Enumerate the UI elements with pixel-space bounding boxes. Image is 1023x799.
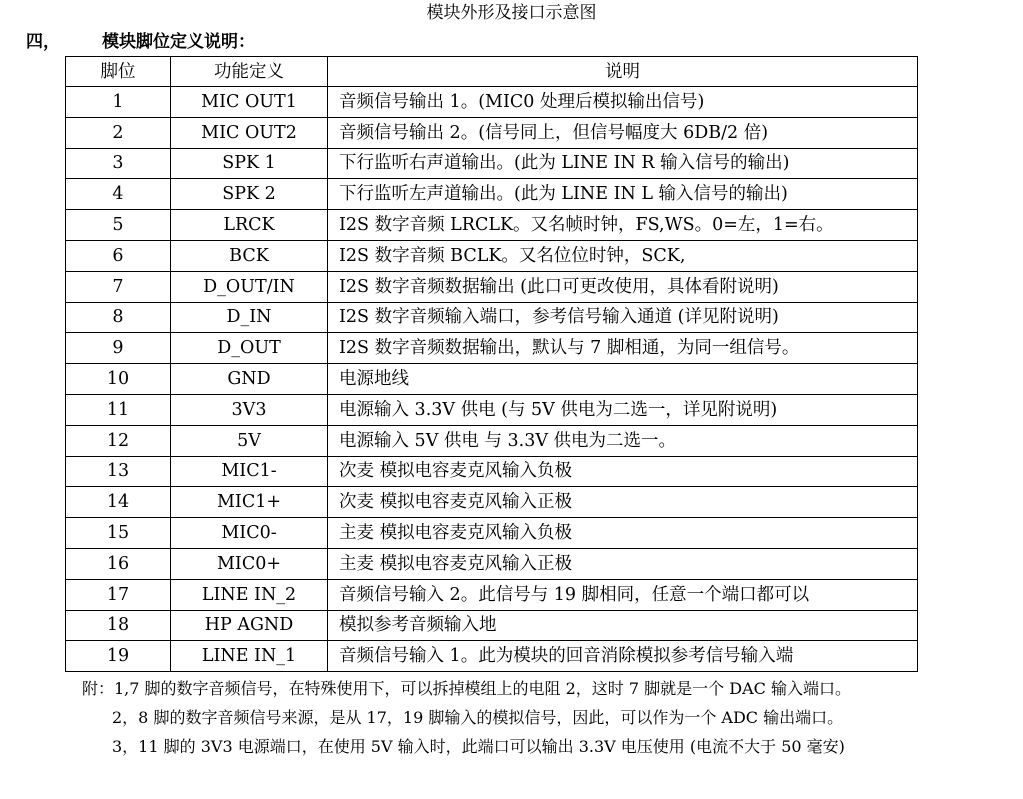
description-cell: 电源输入 5V 供电 与 3.3V 供电为二选一。 [328, 425, 918, 456]
table-row [66, 641, 918, 672]
pin-cell: 6 [66, 240, 171, 271]
function-cell: LINE IN_1 [171, 641, 328, 672]
pin-cell: 3 [66, 148, 171, 179]
function-cell: 3V3 [171, 394, 328, 425]
pin-cell: 17 [66, 579, 171, 610]
table-row [66, 148, 918, 179]
table-row [66, 179, 918, 210]
function-cell: 5V [171, 425, 328, 456]
table-row [66, 333, 918, 364]
table-body [66, 87, 918, 672]
function-cell: LRCK [171, 210, 328, 241]
pin-cell: 15 [66, 518, 171, 549]
table-row [66, 579, 918, 610]
function-cell: SPK 2 [171, 179, 328, 210]
pin-cell: 19 [66, 641, 171, 672]
description-cell: 模拟参考音频输入地 [328, 610, 918, 641]
note-3: 3，11 脚的 3V3 电源端口，在使用 5V 输入时，此端口可以输出 3.3V 电压使用 (电流不大于 50 毫安) [112, 737, 845, 756]
pin-cell: 10 [66, 364, 171, 395]
pin-cell: 8 [66, 302, 171, 333]
figure-caption: 模块外形及接口示意图 [426, 3, 597, 23]
description-cell: 主麦 模拟电容麦克风输入负极 [328, 518, 918, 549]
function-cell: SPK 1 [171, 148, 328, 179]
function-cell: MIC1+ [171, 487, 328, 518]
description-cell: I2S 数字音频 BCLK。又名位位时钟，SCK, [328, 240, 918, 271]
function-cell: MIC1- [171, 456, 328, 487]
table-row [66, 394, 918, 425]
function-cell: MIC0+ [171, 548, 328, 579]
header-pin: 脚位 [66, 57, 171, 87]
pin-cell: 9 [66, 333, 171, 364]
function-cell: HP AGND [171, 610, 328, 641]
function-cell: MIC OUT1 [171, 87, 328, 118]
section-number: 四， [26, 32, 60, 52]
header-description: 说明 [328, 57, 918, 87]
table-row [66, 425, 918, 456]
function-cell: D_OUT [171, 333, 328, 364]
description-cell: 电源输入 3.3V 供电 (与 5V 供电为二选一，详见附说明) [328, 394, 918, 425]
function-cell: D_OUT/IN [171, 271, 328, 302]
table-row [66, 87, 918, 118]
note-1: 附：1,7 脚的数字音频信号，在特殊使用下，可以拆掉模组上的电阻 2，这时 7 脚就是一个 DAC 输入端口。 [82, 679, 851, 698]
description-cell: 下行监听左声道输出。(此为 LINE IN L 输入信号的输出) [328, 179, 918, 210]
pin-cell: 5 [66, 210, 171, 241]
notes [82, 674, 851, 761]
description-cell: 主麦 模拟电容麦克风输入正极 [328, 548, 918, 579]
function-cell: LINE IN_2 [171, 579, 328, 610]
function-cell: GND [171, 364, 328, 395]
description-cell: 次麦 模拟电容麦克风输入正极 [328, 487, 918, 518]
function-cell: MIC0- [171, 518, 328, 549]
function-cell: MIC OUT2 [171, 117, 328, 148]
pin-cell: 11 [66, 394, 171, 425]
description-cell: 电源地线 [328, 364, 918, 395]
pin-cell: 18 [66, 610, 171, 641]
pin-cell: 16 [66, 548, 171, 579]
description-cell: 音频信号输出 1。(MIC0 处理后模拟输出信号) [328, 87, 918, 118]
pin-definition-table [65, 56, 918, 672]
pin-cell: 1 [66, 87, 171, 118]
pin-cell: 4 [66, 179, 171, 210]
function-cell: BCK [171, 240, 328, 271]
header-function: 功能定义 [171, 57, 328, 87]
description-cell: I2S 数字音频数据输出 (此口可更改使用，具体看附说明) [328, 271, 918, 302]
description-cell: 音频信号输入 2。此信号与 19 脚相同，任意一个端口都可以 [328, 579, 918, 610]
description-cell: 下行监听右声道输出。(此为 LINE IN R 输入信号的输出) [328, 148, 918, 179]
pin-cell: 2 [66, 117, 171, 148]
description-cell: I2S 数字音频 LRCLK。又名帧时钟，FS,WS。0=左，1=右。 [328, 210, 918, 241]
description-cell: I2S 数字音频输入端口，参考信号输入通道 (详见附说明) [328, 302, 918, 333]
description-cell: I2S 数字音频数据输出，默认与 7 脚相通，为同一组信号。 [328, 333, 918, 364]
description-cell: 音频信号输入 1。此为模块的回音消除模拟参考信号输入端 [328, 641, 918, 672]
description-cell: 次麦 模拟电容麦克风输入负极 [328, 456, 918, 487]
pin-cell: 12 [66, 425, 171, 456]
table-row [66, 210, 918, 241]
note-2: 2，8 脚的数字音频信号来源，是从 17，19 脚输入的模拟信号，因此，可以作为一个 ADC 输出端口。 [112, 708, 844, 727]
table-row [66, 518, 918, 549]
table-row [66, 456, 918, 487]
table-row [66, 117, 918, 148]
pin-cell: 13 [66, 456, 171, 487]
section-heading [26, 31, 255, 53]
table-row [66, 240, 918, 271]
table-row [66, 548, 918, 579]
function-cell: D_IN [171, 302, 328, 333]
table-row [66, 364, 918, 395]
pin-cell: 7 [66, 271, 171, 302]
table-row [66, 487, 918, 518]
table-row [66, 271, 918, 302]
table-row [66, 610, 918, 641]
section-title: 模块脚位定义说明： [102, 32, 255, 52]
description-cell: 音频信号输出 2。(信号同上，但信号幅度大 6DB/2 倍) [328, 117, 918, 148]
table-header-row [66, 57, 918, 87]
table-row [66, 302, 918, 333]
pin-cell: 14 [66, 487, 171, 518]
